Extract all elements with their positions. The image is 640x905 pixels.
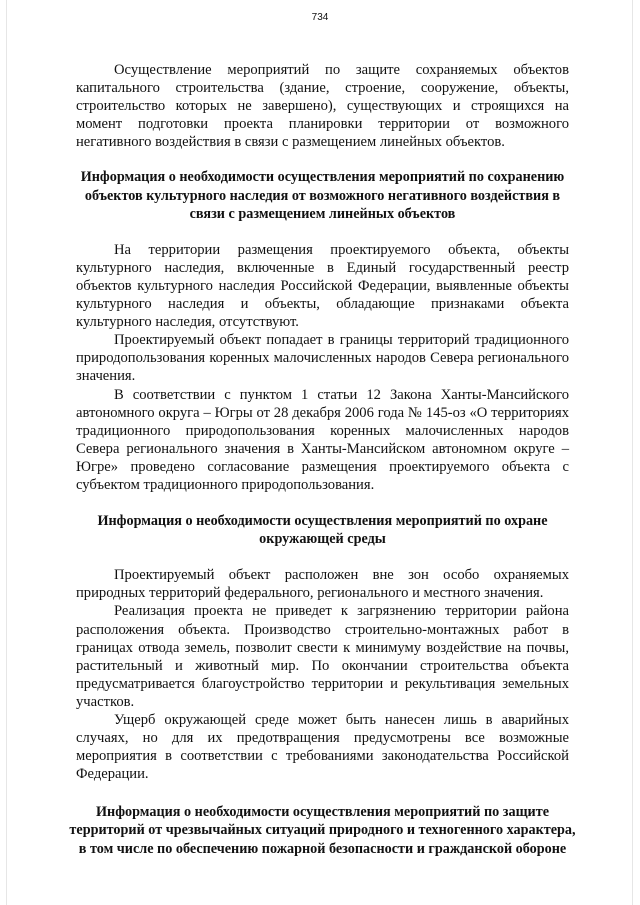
intro-paragraph: Осуществление мероприятий по защите сохраняемых объектов капитального строительства (здание, строение, сооружение, объекты, строительство которых не завершено), существующих и строящихся на момент подготовки проекта планировки территории от возможного негативного воздействия в связи с размещением линейных объектов. bbox=[76, 62, 569, 151]
section-emergency bbox=[69, 803, 576, 857]
document-body bbox=[69, 61, 576, 858]
body-paragraph: В соответствии с пунктом 1 статьи 12 Закона Ханты-Мансийского автономного округа – Югры от 28 декабря 2006 года № 145-оз «О территориях традиционного природопользования коренных малочисленных народов Севера регионального значения в Ханты-Мансийском автономном округе – Югре» проведено согласование размещения проектируемого объекта с субъектом традиционного природопользования. bbox=[76, 386, 569, 493]
section-heading: Информация о необходимости осуществления мероприятий по охране окружающей среды bbox=[97, 513, 548, 548]
body-paragraph: На территории размещения проектируемого объекта, объекты культурного наследия, включенные в Единый государственный реестр объектов культурного наследия Российской Федерации, выявленные объекты культурного наследия и объекты, обладающие признаками объекта культурного наследия, отсутствуют. bbox=[76, 241, 569, 331]
page-number: 734 bbox=[311, 12, 329, 23]
section-heading: Информация о необходимости осуществления мероприятий по сохранению объектов культурного наследия от возможного негативного воздействия в связи с размещением линейных объектов bbox=[80, 169, 565, 222]
section-heading: Информация о необходимости осуществления мероприятий по защите территорий от чрезвычайных ситуаций природного и техногенного характера, в том числе по обеспечению пожарной безопасности и гражданской обороне bbox=[69, 804, 576, 857]
section-cultural-heritage bbox=[76, 168, 569, 494]
scan-edge-left bbox=[6, 0, 7, 905]
section-environment bbox=[76, 512, 569, 783]
body-paragraph: Реализация проекта не приведет к загрязнению территории района расположения объекта. Производство строительно-монтажных работ в границах отвода земель, позволит свести к минимуму воздействие на почвы, растительный и животный мир. По окончании строительства объекта предусматривается благоустройство территории и рекультивация земельных участков. bbox=[76, 603, 569, 710]
body-paragraph: Ущерб окружающей среде может быть нанесен лишь в аварийных случаях, но для их предотвращения предусмотрены все возможные мероприятия в соответствии с требованиями законодательства Российской Федерации. bbox=[76, 712, 569, 783]
scan-edge-right bbox=[632, 0, 633, 905]
body-paragraph: Проектируемый объект расположен вне зон особо охраняемых природных территорий федерального, регионального и местного значения. bbox=[76, 567, 569, 602]
body-paragraph: Проектируемый объект попадает в границы территорий традиционного природопользования коренных малочисленных народов Севера регионального значения. bbox=[76, 332, 569, 385]
